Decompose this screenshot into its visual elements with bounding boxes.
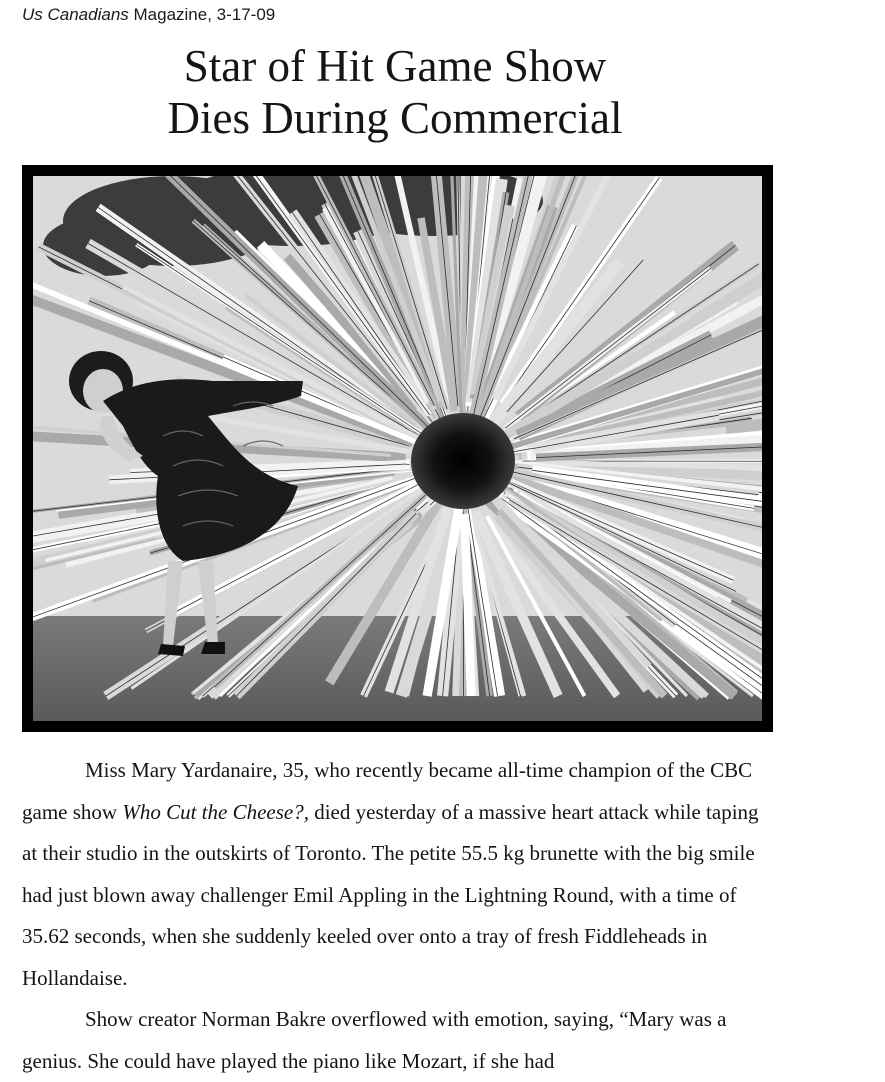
paragraph-1-lead: Miss Mary Yardanaire, 35, who recently became all-time champion of the CBC game show — [22, 758, 752, 824]
paragraph-1 — [22, 750, 762, 999]
tunnel-hole — [411, 413, 515, 509]
photo-frame — [22, 165, 773, 732]
masthead — [22, 5, 275, 25]
paragraph-2: Show creator Norman Bakre overflowed with emotion, saying, “Mary was a genius. She could have played the piano like Mozart, if she had — [22, 999, 762, 1082]
publication-name: Us Canadians — [22, 5, 129, 24]
photograph — [33, 176, 762, 721]
headline-line-1: Star of Hit Game Show — [0, 40, 790, 92]
headline — [0, 40, 790, 144]
show-title: Who Cut the Cheese?, — [122, 800, 309, 824]
headline-line-2: Dies During Commercial — [0, 92, 790, 144]
article-body — [22, 750, 762, 1082]
issue-date: Magazine, 3-17-09 — [129, 5, 275, 24]
paragraph-1-rest: died yesterday of a massive heart attack while taping at their studio in the outskirts of Toronto. The petite 55.5 kg brunette with the big smile had just blown away challenger Emil Appling in the Lightning Round, with a time of 35.62 seconds, when she suddenly keeled over onto a tray of fresh Fiddleheads in Hollandaise. — [22, 800, 759, 990]
